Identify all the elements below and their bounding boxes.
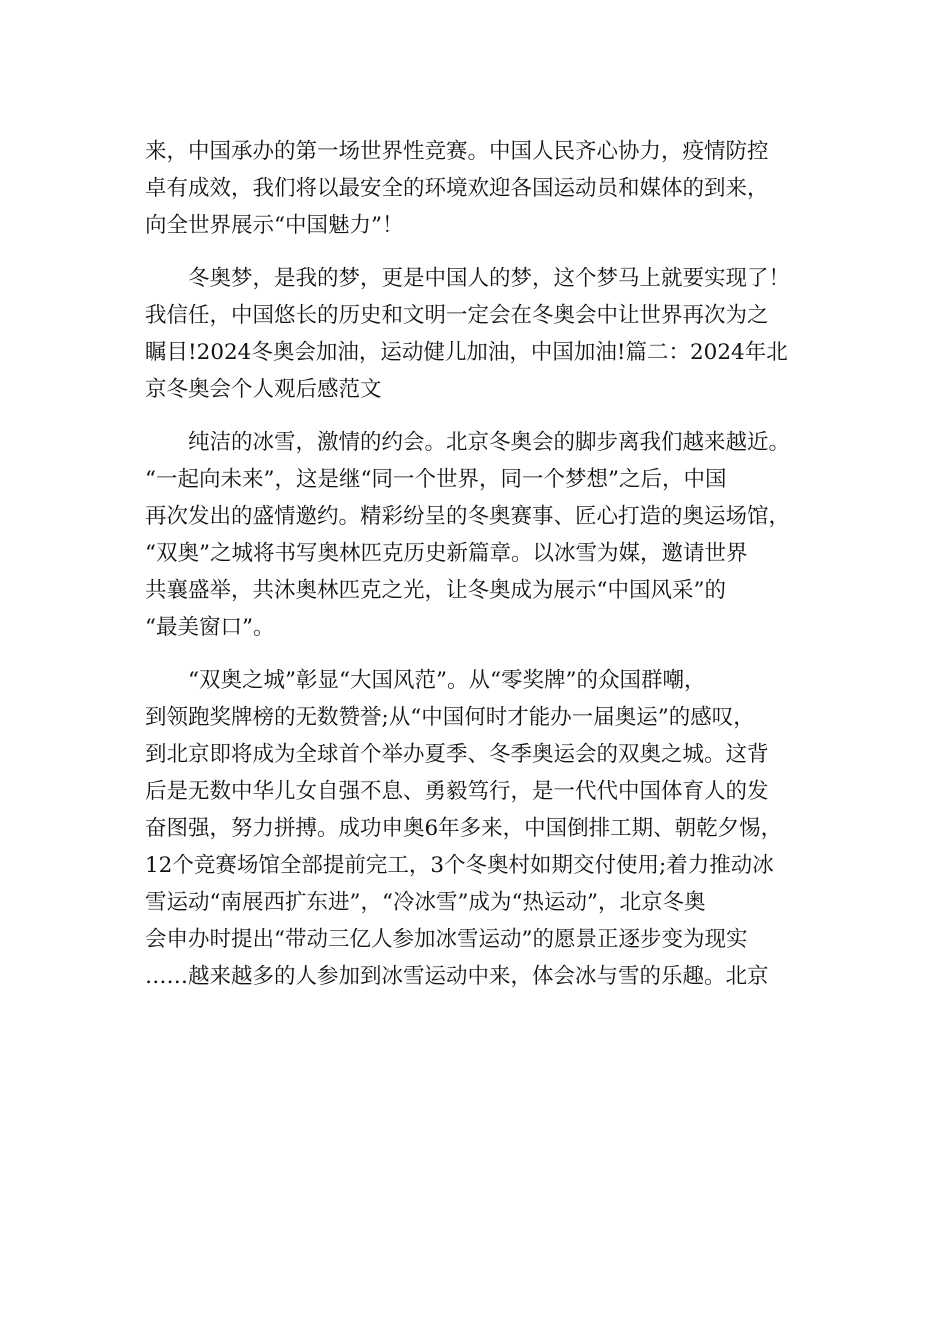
text-line: “一起向未来”，这是继“同一个世界，同一个梦想”之后，中国 <box>145 467 727 492</box>
text-line: “最美窗口”。 <box>145 615 275 640</box>
paragraph-first-line: “双奥之城”彰显“大国风范”。从“零奖牌”的众国群嘲， <box>188 668 706 693</box>
text-line: ……越来越多的人参加到冰雪运动中来，体会冰与雪的乐趣。北京 <box>145 964 769 989</box>
text-line: 雪运动“南展西扩东进”，“冷冰雪”成为“热运动”，北京冬奥 <box>145 890 706 915</box>
text-line: 会申办时提出“带动三亿人参加冰雪运动”的愿景正逐步变为现实 <box>145 927 748 952</box>
text-line: 瞩目!2024冬奥会加油，运动健儿加油，中国加油!篇二：2024年北 <box>145 340 788 365</box>
paragraph-first-line: 冬奥梦，是我的梦，更是中国人的梦，这个梦马上就要实现了！ <box>188 266 791 291</box>
text-line: 共襄盛举，共沐奥林匹克之光，让冬奥成为展示“中国风采”的 <box>145 578 726 603</box>
text-line: 后是无数中华儿女自强不息、勇毅笃行，是一代代中国体育人的发 <box>145 779 769 804</box>
text-line: “双奥”之城将书写奥林匹克历史新篇章。以冰雪为媒，邀请世界 <box>145 541 748 566</box>
text-line: 到领跑奖牌榜的无数赞誉;从“中国何时才能办一届奥运”的感叹， <box>145 705 755 730</box>
text-line: 奋图强，努力拼搏。成功申奥6年多来，中国倒排工期、朝乾夕惕， <box>145 816 783 841</box>
document-body <box>145 133 845 995</box>
text-line: 我信任，中国悠长的历史和文明一定会在冬奥会中让世界再次为之 <box>145 303 769 328</box>
text-line: 再次发出的盛情邀约。精彩纷呈的冬奥赛事、匠心打造的奥运场馆， <box>145 504 791 529</box>
text-line: 到北京即将成为全球首个举办夏季、冬季奥运会的双奥之城。这背 <box>145 742 769 767</box>
paragraph-first-line: 纯洁的冰雪，激情的约会。北京冬奥会的脚步离我们越来越近。 <box>188 430 791 455</box>
text-line: 来，中国承办的第一场世界性竞赛。中国人民齐心协力，疫情防控 <box>145 139 769 164</box>
text-line: 向全世界展示“中国魅力”！ <box>145 213 404 238</box>
text-line: 卓有成效，我们将以最安全的环境欢迎各国运动员和媒体的到来， <box>145 176 769 201</box>
text-line: 京冬奥会个人观后感范文 <box>145 377 382 402</box>
text-line: 12个竞赛场馆全部提前完工，3个冬奥村如期交付使用;着力推动冰 <box>145 853 774 878</box>
